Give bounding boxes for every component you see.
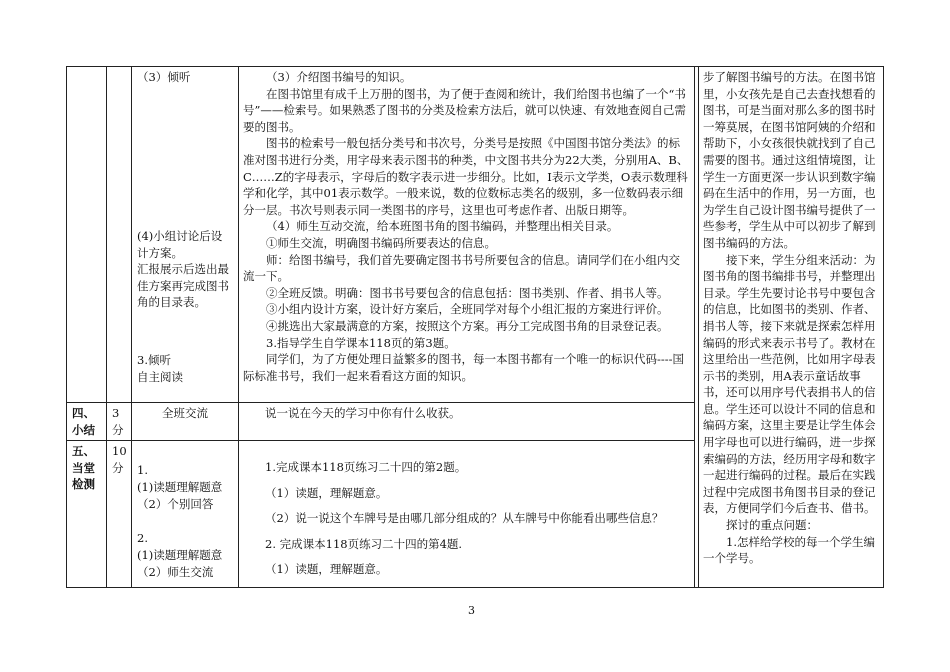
step4-title: (4)小组讨论后设计方案。: [137, 229, 223, 260]
test-c1: 1.完成课本118页练习二十四的第2题。: [265, 460, 467, 474]
page-number: 3: [468, 604, 475, 617]
test-c4: 2. 完成课本118页练习二十四的第4题.: [265, 536, 463, 551]
intent-p2: 接下来，学生分组来活动：为图书角的图书编排书号，并整理出目录。学生先要讨论书号中要包含的信息，比如图书的类别、作者、捐书人等，接下来就是探索怎样用编码的形式来表示书号了。教材在这里给出一些范例，比如用字母表示书的类别，用A表示童话故事书，还可以用序号代表捐书人的信息。学生还可以设计不同的信息和编码方案，这里主要是让学生体会用字母也可以进行编码，进一步探索编码的方法，经历用字母和数字一起进行编码的过程。最后在实践过程中完成图书角图书目录的登记表，方便同学们今后查书、借书。: [703, 252, 876, 516]
step5-text: 自主阅读: [137, 369, 183, 384]
col-divider-3: [238, 66, 239, 588]
row-divider-summary: [66, 402, 694, 403]
content-p10: 3.指导学生自学课本118页的第3题。: [266, 335, 456, 350]
content-p5: ①师生交流，明确图书编码所要表达的信息。: [266, 235, 496, 250]
teaching-content-cell: [243, 69, 689, 384]
summary-content-text: 说一说在今天的学习中你有什么收获。: [265, 406, 461, 420]
summary-label: [72, 405, 104, 438]
test-activity: [137, 462, 237, 581]
test-c5: （1）读题，理解题意。: [265, 562, 388, 576]
content-p4: （4）师生互动交流，给本班图书角的图书编码，并整理出相关目录。: [266, 219, 619, 234]
test-label: [72, 443, 104, 493]
student-activity-cell-3: [137, 352, 233, 385]
content-p2: 在图书馆里有成千上万册的图书，为了便于查阅和统计，我们给图书也编了一个“书号”——检索号。如果熟悉了图书的分类及检索方法后，就可以快速、有效地查阅自己需要的图书。: [243, 86, 686, 134]
test-act2-num: 2.: [137, 531, 148, 545]
test-content: [265, 455, 690, 583]
spacer: [137, 513, 237, 530]
content-p7: ②全班反馈。明确：图书书号要包含的信息包括：图书类别、作者、捐书人等。: [266, 285, 669, 300]
col-divider-2: [131, 66, 132, 588]
col-divider-4: [694, 66, 695, 588]
content-p11: 同学们，为了方便处理日益繁多的图书，每一本图书都有一个唯一的标识代码----国际标准书号，我们一起来看看这方面的知识。: [243, 352, 685, 383]
summary-content: [265, 405, 685, 422]
table-right-border: [883, 66, 884, 588]
content-p6: 师：给图书编号，我们首先要确定图书书号所要包含的信息。请同学们在小组内交流一下。: [243, 252, 680, 284]
test-label-line2: 当堂: [72, 460, 95, 475]
test-act1-num: 1.: [137, 463, 148, 477]
col-divider-4b: [698, 66, 699, 588]
test-c2: （1）读题，理解题意。: [265, 485, 388, 500]
step4-text: 汇报展示后选出最佳方案再完成图书角的目录表。: [137, 262, 229, 310]
content-p9: ④挑选出大家最满意的方案，按照这个方案。再分工完成图书角的目录登记表。: [266, 318, 669, 333]
test-c3: （2）说一说这个车牌号是由哪几部分组成的？从车牌号中你能看出哪些信息？: [265, 511, 664, 525]
summary-activity: [137, 405, 233, 422]
test-time: [112, 443, 130, 476]
step5-title: 3.倾听: [137, 353, 171, 367]
test-act2-b: （2）师生交流: [137, 565, 214, 579]
test-act1-a: (1)读题理解题意: [137, 480, 223, 494]
content-p3: 图书的检索号一般包括分类号和书次号，分类号是按照《中国图书馆分类法》的标准对图书进行分类，用字母来表示图书的种类，中文图书共分为22大类，分别用A、B、C……Z的字母表示，字母后的数字表示进一步细分。比如，I表示文学类，O表示数理科学和化学，其中01表示数学。一般来说，数的位数标志类名的级别，多一位数码表示细分一层。书次号则表示同一类图书的序号，这里也可考虑作者、出版日期等。: [243, 136, 689, 217]
test-time-unit: 分: [112, 460, 124, 475]
table-left-border: [66, 66, 67, 588]
summary-time: [112, 405, 130, 438]
student-activity-cell-2: [137, 228, 233, 311]
test-act2-a: (1)读题理解题意: [137, 548, 223, 562]
test-time-num: 10: [112, 444, 127, 458]
summary-label-line2: 小结: [72, 422, 95, 437]
summary-label-line1: 四、: [72, 406, 95, 420]
test-label-line3: 检测: [72, 477, 95, 492]
test-label-line1: 五、: [72, 444, 95, 458]
intent-p4: 1.怎样给学校的每一个学生编一个学号。: [703, 534, 875, 566]
summary-time-num: 3: [112, 406, 120, 420]
col-divider-1: [106, 66, 107, 588]
design-intent-cell: [703, 69, 879, 567]
summary-time-unit: 分: [112, 422, 124, 437]
student-activity-cell: [137, 69, 233, 86]
test-act1-b: （2）个别回答: [137, 497, 214, 511]
table-top-border: [66, 66, 884, 67]
intent-p3: 探讨的重点问题：: [726, 518, 818, 533]
step3-title: （3）倾听: [137, 70, 191, 84]
table-bottom-border: [66, 587, 884, 588]
intent-p1: 步了解图书编号的方法。在图书馆里，小女孩先是自己去查找想看的图书，可是当面对那么多的图书时一筹莫展，在图书馆阿姨的介绍和帮助下，小女孩很快就找到了自己需要的图书。通过这组情境图，让学生一方面更深一步认识到数字编码在生活中的作用，另一方面，也为学生自己设计图书编号提供了一些参考，学生从中可以初步了解到图书编码的方法。: [703, 70, 876, 250]
row-divider-test: [66, 440, 694, 441]
content-p1: （3）介绍图书编号的知识。: [266, 70, 412, 84]
summary-activity-text: 全班交流: [162, 406, 208, 420]
content-p8: ③小组内设计方案，设计好方案后，全班同学对每个小组汇报的方案进行评价。: [266, 302, 669, 317]
